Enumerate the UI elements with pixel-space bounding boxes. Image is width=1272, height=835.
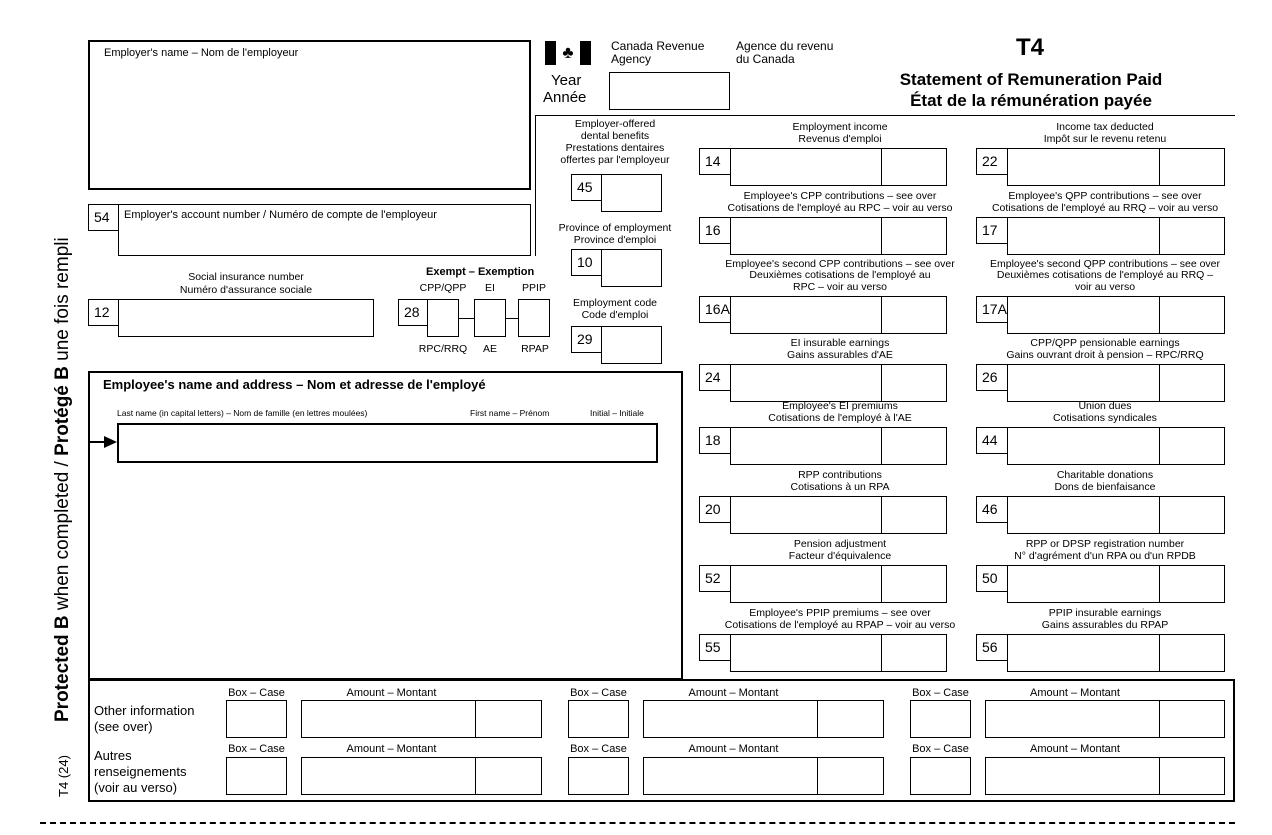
box-number-text: 46: [982, 501, 998, 517]
box-56-label: PPIP insurable earnings: [1048, 607, 1162, 619]
box-22-number: [976, 148, 1008, 175]
box-28-number: 28: [398, 299, 428, 326]
year-label-en: Year: [551, 72, 582, 89]
other-amount-label: Amount – Montant: [346, 743, 437, 755]
header-separator: [536, 115, 1235, 116]
box-16A-label: Deuxièmes cotisations de l'employé au: [749, 269, 931, 281]
box-10-number: [571, 249, 602, 276]
box-46-field[interactable]: [1007, 496, 1225, 534]
agency-en-line1: Canada Revenue: [611, 39, 705, 53]
small-box-label: Province d'emploi: [573, 234, 657, 246]
agency-en-line2: Agency: [611, 52, 652, 66]
box-56-number: [976, 634, 1008, 661]
box-26-label: Gains ouvrant droit à pension – RPC/RRQ: [1006, 348, 1204, 361]
box-17A-field[interactable]: [1007, 296, 1225, 334]
other-info-amount-field[interactable]: [643, 700, 884, 738]
box-24-number: [699, 364, 731, 391]
other-info-box-field[interactable]: [910, 757, 971, 795]
box-number-text: 45: [577, 179, 593, 195]
sin-field[interactable]: [118, 299, 374, 337]
other-amount-label: Amount – Montant: [1030, 743, 1120, 755]
agency-fr-line1: Agence du revenu: [736, 39, 834, 53]
other-info-amount-field[interactable]: [985, 757, 1225, 795]
cents-divider: [881, 635, 882, 671]
box-number-text: 44: [982, 432, 998, 448]
employer-account-number-field[interactable]: [118, 204, 531, 256]
form-number: T4: [1015, 34, 1044, 61]
other-info-label-en-2: (see over): [94, 719, 153, 734]
box-14-number: [699, 148, 731, 175]
box-50-label: RPP or DPSP registration number: [1025, 538, 1185, 550]
exempt-ppip-label: PPIP: [522, 282, 546, 294]
box-46-label: Charitable donations: [1056, 469, 1154, 481]
box-46-number: [976, 496, 1008, 523]
box-17-label: Employee's QPP contributions – see over: [1008, 190, 1202, 202]
small-box-label: Province of employment: [558, 222, 672, 234]
other-info-amount-field[interactable]: [643, 757, 884, 795]
small-box-label: Employment code: [572, 297, 658, 309]
cents-divider: [475, 758, 476, 794]
exempt-title: Exempt – Exemption: [426, 266, 535, 278]
exempt-cpp-qpp-label: CPP/QPP: [419, 282, 467, 294]
box-26-field[interactable]: [1007, 364, 1225, 402]
protected-b-notice: [52, 237, 74, 722]
cents-divider: [1159, 218, 1160, 254]
cents-divider: [881, 497, 882, 533]
box-16A-label: RPC – voir au verso: [793, 280, 887, 293]
box-45-number: [571, 174, 602, 201]
box-24-label: EI insurable earnings: [790, 337, 890, 349]
box-45-field[interactable]: [601, 174, 662, 212]
form-code: T4 (24): [56, 755, 71, 797]
box-16-label: Cotisations de l'employé au RPC – voir au verso: [727, 201, 953, 214]
other-info-box-field[interactable]: [910, 700, 971, 738]
small-box-label: Code d'emploi: [581, 309, 649, 321]
employer-account-label: Employer's account number / Numéro de compte de l'employeur: [124, 209, 437, 221]
other-info-amount-field[interactable]: [301, 757, 542, 795]
small-box-label: Employer-offered: [574, 118, 656, 130]
initial-label: Initial – Initiale: [590, 408, 644, 418]
other-box-label: Box – Case: [228, 687, 285, 699]
employee-name-field[interactable]: [117, 423, 658, 463]
box-17A-label: Employee's second QPP contributions – see over: [989, 257, 1221, 270]
box-17-number: [976, 217, 1008, 244]
box-20-label: RPP contributions: [798, 469, 882, 481]
box-20-field[interactable]: [730, 496, 947, 534]
other-info-amount-field[interactable]: [301, 700, 542, 738]
cents-divider: [1159, 149, 1160, 185]
cents-divider: [881, 428, 882, 464]
box-24-label: Gains assurables d'AE: [787, 348, 893, 361]
other-info-box-field[interactable]: [568, 700, 629, 738]
box-52-label: Facteur d'équivalence: [788, 549, 892, 562]
box-55-label: Employee's PPIP premiums – see over: [749, 607, 931, 619]
title-fr: État de la rémunération payée: [910, 91, 1152, 110]
employer-name-box[interactable]: [88, 40, 531, 190]
box-number-text: 17: [982, 222, 998, 238]
box-16-number: [699, 217, 731, 244]
box-17A-label: voir au verso: [1074, 280, 1136, 293]
box-46-label: Dons de bienfaisance: [1054, 480, 1156, 493]
box-17A-number: [976, 296, 1008, 323]
box-50-label: N° d'agrément d'un RPA ou d'un RPDB: [1014, 549, 1196, 562]
box-55-number: [699, 634, 731, 661]
box-18-field[interactable]: [730, 427, 947, 465]
box-16-label: Employee's CPP contributions – see over: [743, 190, 937, 202]
box-number-text: 56: [982, 639, 998, 655]
box-44-number: [976, 427, 1008, 454]
sin-label-fr: Numéro d'assurance sociale: [179, 284, 313, 296]
other-info-label-fr-2: renseignements: [94, 764, 187, 779]
box-number-text: 52: [705, 570, 721, 586]
cents-divider: [817, 701, 818, 737]
box-16A-field[interactable]: [730, 296, 947, 334]
box-50-number: [976, 565, 1008, 592]
box-14-field[interactable]: [730, 148, 947, 186]
box-44-label: Cotisations syndicales: [1053, 411, 1157, 424]
employer-name-label: Employer's name – Nom de l'employeur: [104, 47, 299, 59]
cents-divider: [881, 218, 882, 254]
cents-divider: [1159, 635, 1160, 671]
box-18-number: [699, 427, 731, 454]
cents-divider: [817, 758, 818, 794]
box-number-text: 50: [982, 570, 998, 586]
box-16A-number: [699, 296, 731, 323]
protected-b-en: Protected B: [52, 615, 73, 722]
box-number-text: 16A: [705, 301, 730, 317]
cents-divider: [1159, 297, 1160, 333]
box-20-number: [699, 496, 731, 523]
box-number-text: 22: [982, 153, 998, 169]
exempt-ae-label: AE: [482, 343, 497, 355]
box-number-text: 26: [982, 369, 998, 385]
exempt-cpp-qpp-checkbox[interactable]: [427, 299, 459, 337]
box-number-text: 18: [705, 432, 721, 448]
other-info-box-field[interactable]: [568, 757, 629, 795]
sin-label-en: Social insurance number: [188, 271, 304, 283]
box-18-label: Employee's EI premiums: [782, 400, 898, 412]
other-box-label: Box – Case: [912, 687, 969, 699]
box-24-field[interactable]: [730, 364, 947, 402]
box-17-field[interactable]: [1007, 217, 1225, 255]
cents-divider: [881, 149, 882, 185]
exempt-rpap-label: RPAP: [521, 343, 549, 355]
small-box-label: Prestations dentaires: [565, 142, 665, 154]
when-completed-text: when completed /: [52, 455, 73, 616]
other-amount-label: Amount – Montant: [346, 687, 437, 699]
other-box-label: Box – Case: [570, 743, 627, 755]
other-info-label-fr-3: (voir au verso): [94, 780, 178, 795]
cents-divider: [881, 297, 882, 333]
year-field[interactable]: [609, 72, 730, 110]
small-box-label: dental benefits: [580, 130, 650, 142]
box-14-label: Employment income: [792, 121, 888, 133]
box-29-field[interactable]: [601, 326, 662, 364]
cents-divider: [1159, 701, 1160, 737]
box-44-field[interactable]: [1007, 427, 1225, 465]
box-22-label: Impôt sur le revenu retenu: [1043, 132, 1167, 145]
exempt-ei-label: EI: [485, 282, 495, 294]
cents-divider: [1159, 497, 1160, 533]
arrow-line: [90, 441, 104, 443]
box-number-text: 55: [705, 639, 721, 655]
box-number-text: 10: [577, 254, 593, 270]
title-en: Statement of Remuneration Paid: [899, 70, 1163, 89]
cents-divider: [1159, 566, 1160, 602]
box-12-number: 12: [88, 299, 119, 326]
cents-divider: [1159, 758, 1160, 794]
arrow-right-icon: [104, 436, 117, 448]
employee-name-address-box[interactable]: [88, 371, 683, 680]
employee-section-title: Employee's name and address – Nom et adresse de l'employé: [103, 377, 486, 392]
box-10-field[interactable]: [601, 249, 662, 287]
box-22-field[interactable]: [1007, 148, 1225, 186]
other-info-label-en-1: Other information: [94, 703, 195, 718]
box-16A-label: Employee's second CPP contributions – see over: [725, 257, 955, 270]
box-20-label: Cotisations à un RPA: [790, 480, 890, 493]
box-22-label: Income tax deducted: [1056, 121, 1154, 133]
box-52-field[interactable]: [730, 565, 947, 603]
other-box-label: Box – Case: [228, 743, 285, 755]
une-fois-text: une fois rempli: [52, 237, 73, 367]
last-name-label: Last name (in capital letters) – Nom de famille (en lettres moulées): [117, 408, 368, 418]
protected-b-fr: Protégé B: [52, 366, 73, 456]
middle-column-separator: [535, 115, 536, 256]
other-amount-label: Amount – Montant: [1030, 687, 1120, 699]
exempt-ei-checkbox[interactable]: [474, 299, 506, 337]
canada-flag-icon: ♣: [545, 41, 591, 65]
small-box-label: offertes par l'employeur: [560, 154, 670, 166]
cut-line: [40, 822, 1235, 824]
cents-divider: [881, 365, 882, 401]
box-44-label: Union dues: [1078, 400, 1132, 412]
other-box-label: Box – Case: [912, 743, 969, 755]
box-50-field[interactable]: [1007, 565, 1225, 603]
other-info-box-field[interactable]: [226, 757, 287, 795]
box-52-number: [699, 565, 731, 592]
box-number-text: 29: [577, 331, 593, 347]
box-56-label: Gains assurables du RPAP: [1041, 618, 1169, 631]
other-box-label: Box – Case: [570, 687, 627, 699]
box-17-label: Cotisations de l'employé au RRQ – voir au verso: [991, 201, 1219, 214]
cents-divider: [881, 566, 882, 602]
box-number-text: 20: [705, 501, 721, 517]
box-17A-label: Deuxièmes cotisations de l'employé au RRQ –: [996, 269, 1214, 281]
box-18-label: Cotisations de l'employé à l'AE: [768, 411, 912, 424]
box-number-text: 24: [705, 369, 721, 385]
other-info-box-field[interactable]: [226, 700, 287, 738]
box-56-field[interactable]: [1007, 634, 1225, 672]
box-14-label: Revenus d'emploi: [798, 132, 882, 145]
agency-fr-line2: du Canada: [736, 52, 795, 66]
other-info-label-fr-1: Autres: [94, 748, 132, 763]
box-52-label: Pension adjustment: [793, 538, 887, 550]
box-29-number: [571, 326, 602, 353]
box-26-number: [976, 364, 1008, 391]
box-55-field[interactable]: [730, 634, 947, 672]
cents-divider: [475, 701, 476, 737]
box-number-text: 14: [705, 153, 721, 169]
box-55-label: Cotisations de l'employé au RPAP – voir au verso: [724, 618, 956, 631]
other-amount-label: Amount – Montant: [688, 687, 779, 699]
box-16-field[interactable]: [730, 217, 947, 255]
box-number-text: 16: [705, 222, 721, 238]
cents-divider: [1159, 428, 1160, 464]
other-amount-label: Amount – Montant: [688, 743, 779, 755]
cents-divider: [1159, 365, 1160, 401]
box-26-label: CPP/QPP pensionable earnings: [1030, 337, 1180, 349]
year-label-fr: Année: [543, 89, 587, 106]
box-number-text: 17A: [982, 301, 1007, 317]
first-name-label: First name – Prénom: [470, 408, 550, 418]
box-54-number: 54: [88, 204, 119, 231]
exempt-rpc-rrq-label: RPC/RRQ: [418, 343, 468, 355]
other-info-amount-field[interactable]: [985, 700, 1225, 738]
